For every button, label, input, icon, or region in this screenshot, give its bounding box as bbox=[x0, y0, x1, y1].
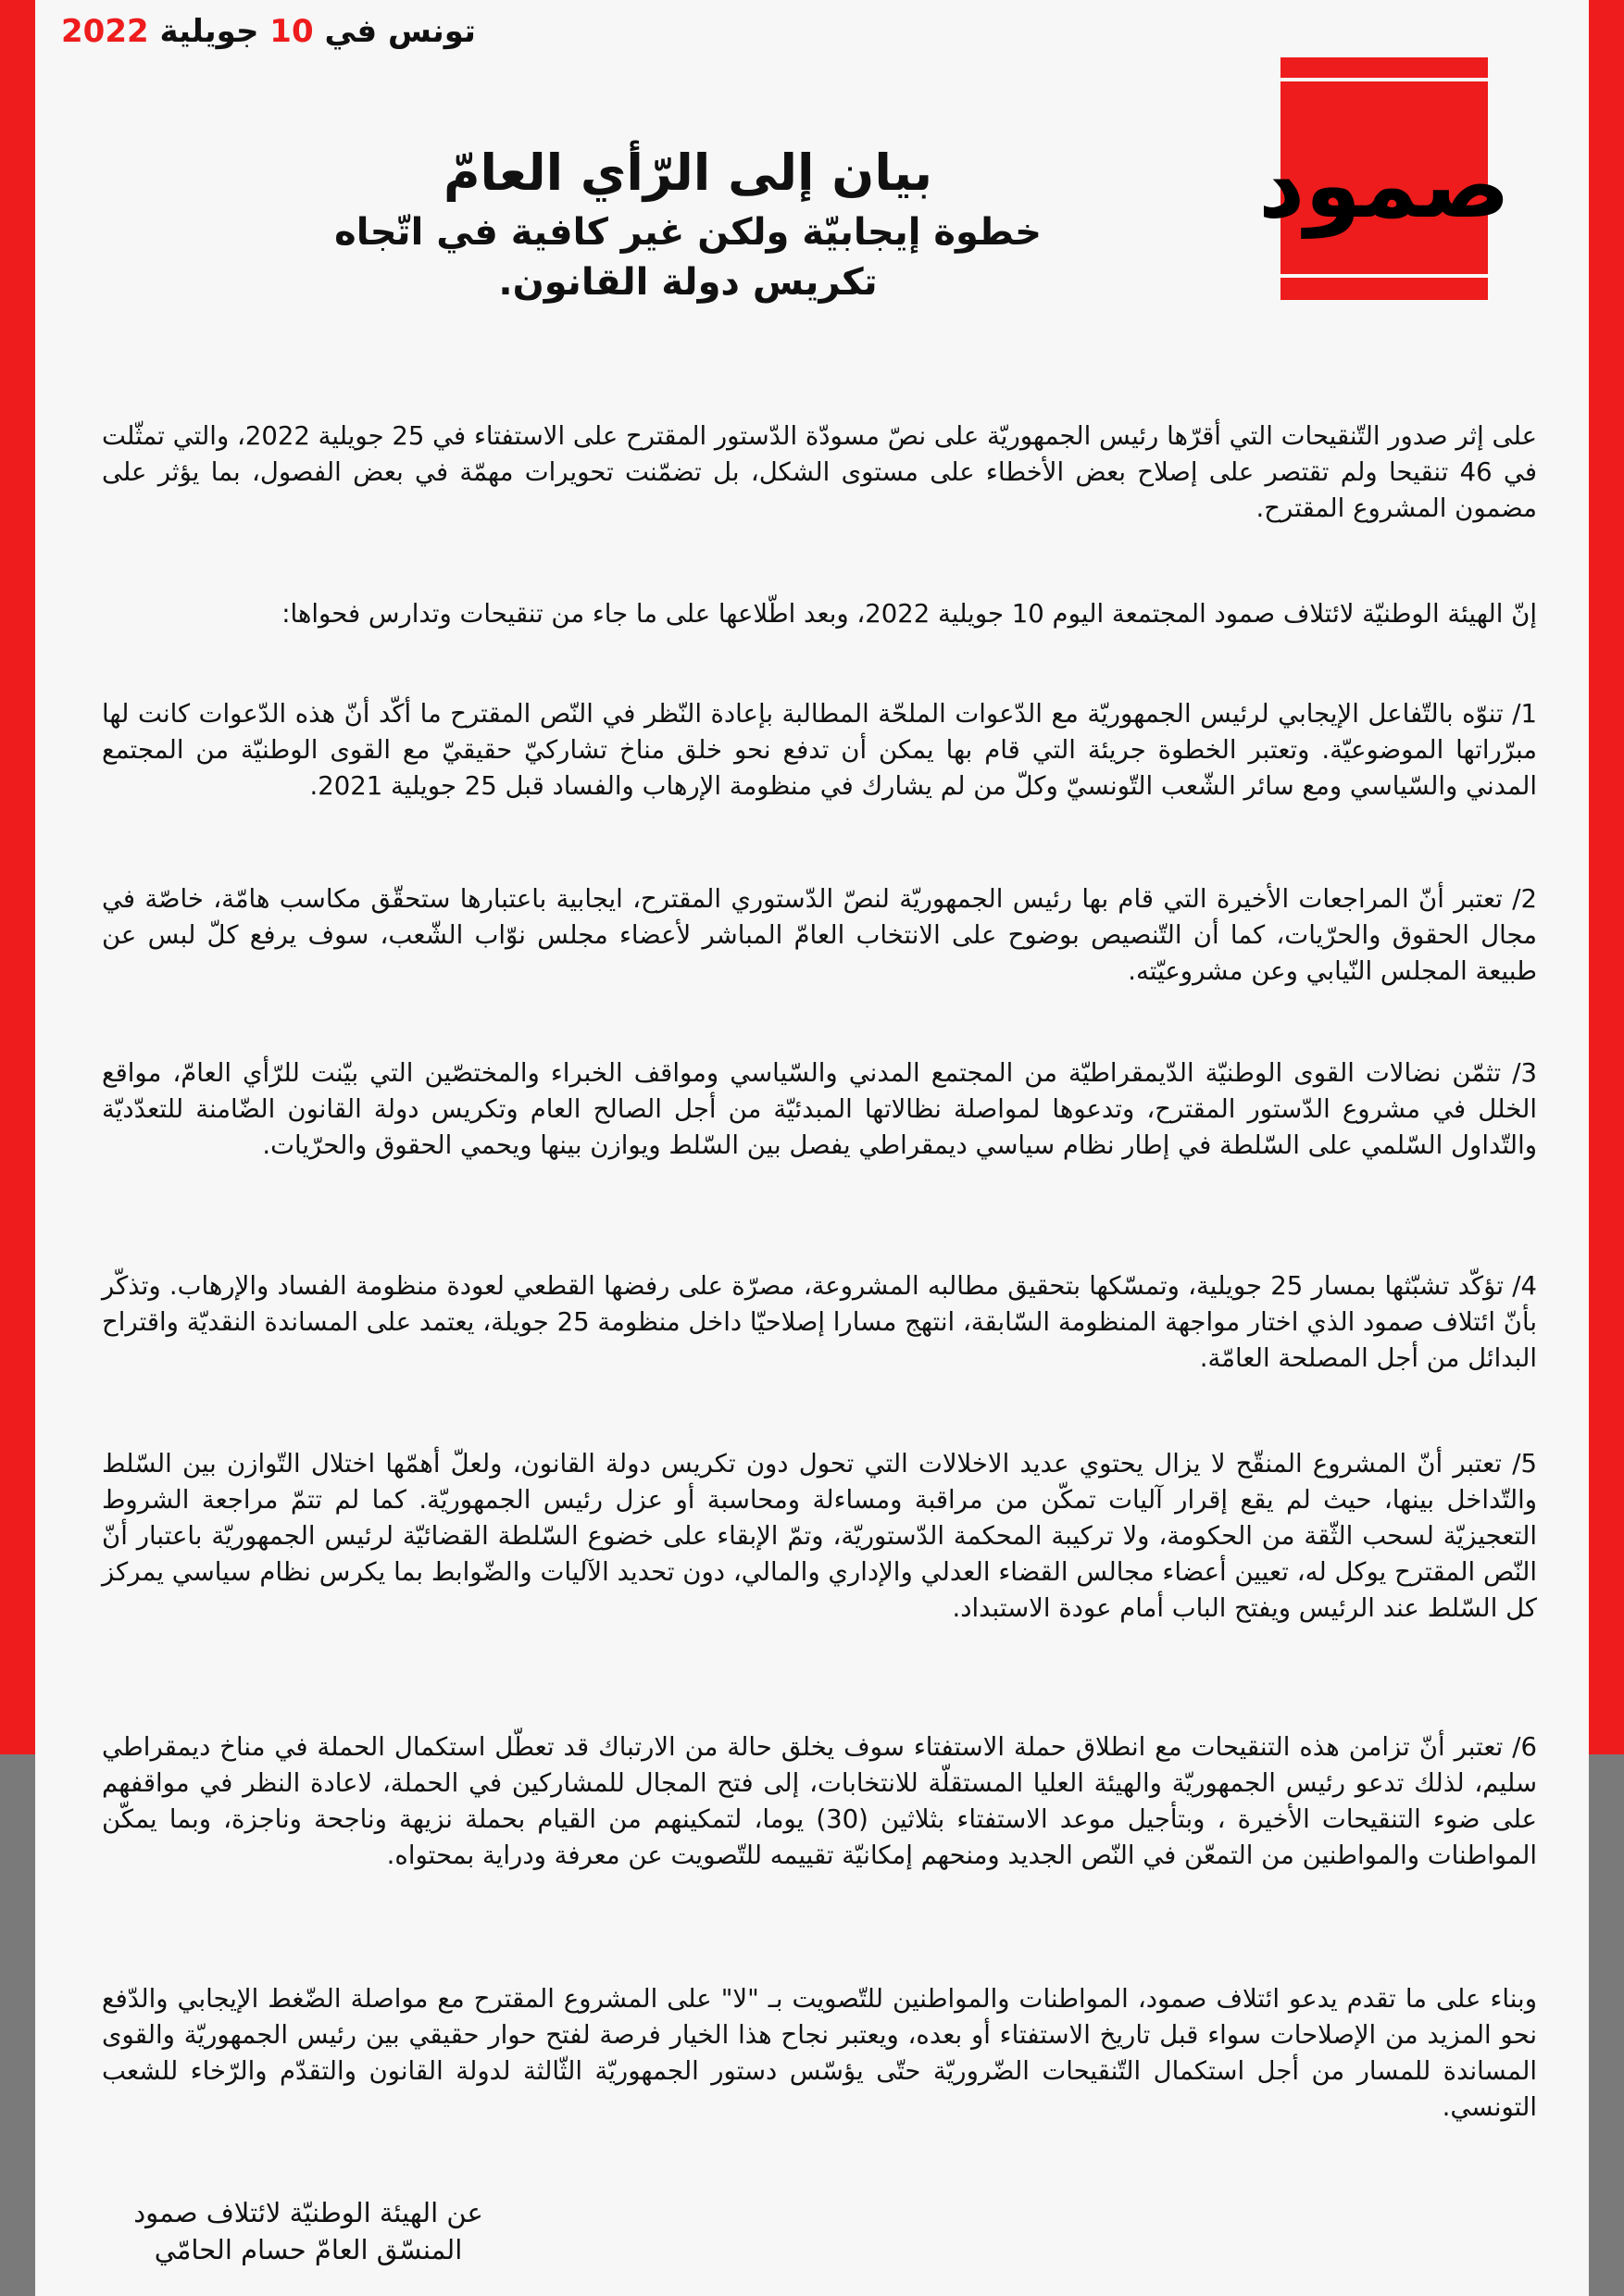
signature-line-1: عن الهيئة الوطنيّة لائتلاف صمود bbox=[133, 2197, 483, 2228]
subtitle-line-1: خطوة إيجابيّة ولكن غير كافية في اتّجاه bbox=[334, 211, 1042, 254]
preamble-paragraph: إنّ الهيئة الوطنيّة لائتلاف صمود المجتمعة اليوم 10 جويلية 2022، وبعد اطّلاعها على ما جاء من تنقيحات وتدارس فحواها: bbox=[281, 599, 1537, 629]
point-1-paragraph: 1/ تنوّه بالتّفاعل الإيجابي لرئيس الجمهوريّة مع الدّعوات الملحّة المطالبة بإعادة النّظر في النّص المقترح ما أكّد أنّ هذه الدّعوات كانت لها مبرّراتها الموضوعيّة. وتعتبر الخطوة جريئة التي قام بها يمكن أن تدفع نحو خلق مناخ تشاركيّ حقيقيّ مع القوى الوطنيّة من المجتمع المدني والسّياسي ومع سائر الشّعب التّونسيّ وكلّ من لم يشارك في منظومة الإرهاب والفساد قبل 25 جويلية 2021. bbox=[102, 699, 1537, 801]
point-3-paragraph: 3/ تثمّن نضالات القوى الوطنيّة الدّيمقراطيّة من المجتمع المدني والسّياسي ومواقف الخبراء والمختصّين التي بيّنت للرّأي العامّ، مواقع الخلل في مشروع الدّستور المقترح، وتدعوها لمواصلة نظالاتها المبدئيّة من أجل الصالح العام وتكريس دولة القانون الضّامنة للتعدّديّة والتّداول السّلمي على السّلطة في إطار نظام سياسي ديمقراطي يفصل بين السّلط ويوازن بينها ويحمي الحقوق والحرّيات. bbox=[102, 1058, 1537, 1160]
left-border-bar bbox=[0, 0, 35, 2296]
signature-block bbox=[91, 2194, 526, 2268]
subtitle-line-2: تكريس دولة القانون. bbox=[498, 261, 878, 304]
sumud-logo-icon bbox=[1257, 57, 1511, 300]
point-6-paragraph: 6/ تعتبر أنّ تزامن هذه التنقيحات مع انطلاق حملة الاستفتاء سوف يخلق حالة من الارتباك قد تعطّل استكمال الحملة في مناخ ديمقراطي سليم، لذلك تدعو رئيس الجمهوريّة والهيئة العليا المستقلّة للانتخابات، إلى فتح المجال للمشاركين في الحملة، لاعادة النظر في مواقفهم على ضوء التنقيحات الأخيرة ، وبتأجيل موعد الاستفتاء بثلاثين (30) يوما، لتمكينهم من القيام بحملة نزيهة وناجحة وناجزة، وبما يمكّن المواطنات والمواطنين من التمعّن في النّص الجديد ومنحهم إمكانيّة تقييمه للتّصويت عن معرفة ودراية بمحتواه. bbox=[102, 1732, 1537, 1870]
conclusion-paragraph: وبناء على ما تقدم يدعو ائتلاف صمود، المواطنات والمواطنين للتّصويت بـ "لا" على المشروع المقترح مع مواصلة الضّغط الإيجابي والدّفع نحو المزيد من الإصلاحات سواء قبل تاريخ الاستفتاء أو بعده، ويعتبر نجاح هذا الخيار فرصة لفتح حوار حقيقي بين رئيس الجمهوريّة والقوى المساندة للمسار من أجل استكمال التّنقيحات الضّروريّة حتّى يؤسّس دستور الجمهوريّة الثّالثة لدولة القانون والتقدّم والرّخاء للشعب التونسي. bbox=[102, 1984, 1537, 2122]
date-day: 10 bbox=[269, 13, 314, 50]
document-page bbox=[35, 0, 1589, 2296]
signature-line-2: المنسّق العامّ حسام الحامّي bbox=[154, 2234, 463, 2265]
date-year: 2022 bbox=[61, 13, 149, 50]
date-prefix: تونس في bbox=[324, 13, 476, 50]
point-5-paragraph: 5/ تعتبر أنّ المشروع المنقّح لا يزال يحتوي عديد الاخلالات التي تحول دون تكريس دولة القانون، ولعلّ أهمّها اختلال التّوازن بين السّلط والتّداخل بينها، حيث لم يقع إقرار آليات تمكّن من مراقبة ومساءلة ومحاسبة أو عزل رئيس الجمهوريّة. كما لم تتمّ مراجعة الشروط التعجيزيّة لسحب الثّقة من الحكومة، ولا تركيبة المحكمة الدّستوريّة، وتمّ الإبقاء على خضوع السّلطة القضائيّة لرئيس الجمهوريّة باعتبار أنّ النّص المقترح يوكل له، تعيين أعضاء مجالس القضاء العدلي والإداري والمالي، دون تحديد الآليات والضّوابط بما يكرس نظام سياسي يمركز كل السّلط عند الرئيس ويفتح الباب أمام عودة الاستبداد. bbox=[102, 1449, 1537, 1623]
page-title: بيان إلى الرّأي العامّ bbox=[443, 144, 932, 202]
sumud-logo bbox=[1257, 57, 1511, 300]
point-4-paragraph: 4/ تؤكّد تشبّثها بمسار 25 جويلية، وتمسّكها بتحقيق مطالبه المشروعة، مصرّة على رفضها القطعي لعودة منظومة الفساد والإرهاب. وتذكّر بأنّ ائتلاف صمود الذي اختار مواجهة المنظومة السّابقة، انتهج مسارا إصلاحيّا داخل منظومة 25 جويلة، يعتمد على المساندة النقديّة واقتراح البدائل من أجل المصلحة العامّة. bbox=[102, 1271, 1537, 1373]
intro-paragraph: على إثر صدور التّنقيحات التي أقرّها رئيس الجمهوريّة على نصّ مسودّة الدّستور المقترح على الاستفتاء في 25 جويلية 2022، والتي تمثّلت في 46 تنقيحا ولم تقتصر على إصلاح بعض الأخطاء على مستوى الشكل، بل تضمّنت تحويرات مهمّة في بعض الفصول، بما يؤثر على مضمون المشروع المقترح. bbox=[102, 421, 1537, 523]
date-line bbox=[61, 13, 543, 50]
point-2-paragraph: 2/ تعتبر أنّ المراجعات الأخيرة التي قام بها رئيس الجمهوريّة لنصّ الدّستوري المقترح، ايجابية باعتبارها ستحقّق مكاسب هامّة، خاصّة في مجال الحقوق والحرّيات، كما أن التّنصيص بوضوح على الانتخاب العامّ المباشر لأعضاء مجلس نوّاب الشّعب، سوف يرفع كلّ لبس عن طبيعة المجلس النّيابي وعن مشروعيّته. bbox=[102, 884, 1537, 986]
logo-text: صمود bbox=[1257, 133, 1511, 239]
right-border-bar bbox=[1589, 0, 1624, 2296]
date-month: جويلية bbox=[159, 13, 259, 50]
